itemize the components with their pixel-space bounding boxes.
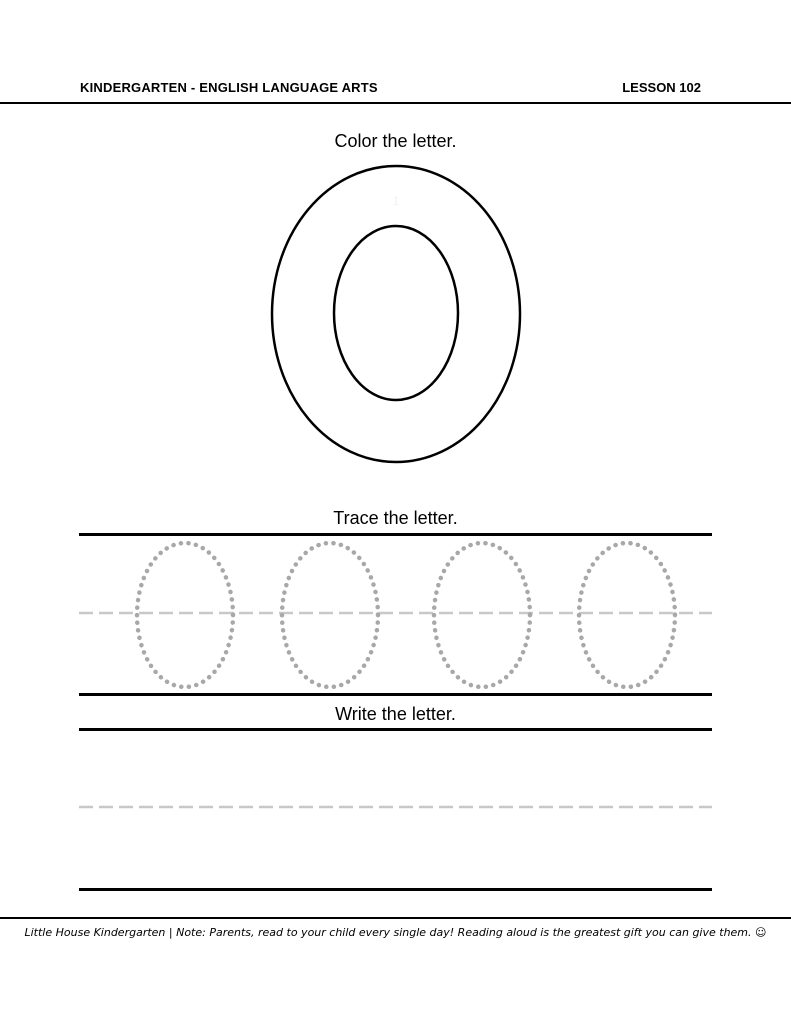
letter-outer-ring [272,166,520,462]
write-guide-lines [79,728,712,891]
trace-top-line [79,533,712,536]
trace-letter-3 [434,543,530,687]
trace-bottom-line [79,693,712,696]
trace-guide-lines [79,533,712,696]
parent-note: Little House Kindergarten | Note: Parents, read to your child every single day! Reading aloud is the greatest gift you can give them. ☺ [24,926,767,939]
stroke-number: 1 [392,194,400,208]
write-top-line [79,728,712,731]
trace-instruction: Trace the letter. [333,508,458,528]
color-letter-outline [272,166,520,462]
letter-inner-ring [334,226,458,400]
trace-letter-4 [579,543,675,687]
trace-letters [137,543,675,687]
worksheet-subject: KINDERGARTEN - ENGLISH LANGUAGE ARTS [80,80,378,95]
lesson-number: LESSON 102 [622,80,701,95]
footer-divider [0,917,791,919]
write-bottom-line [79,888,712,891]
write-instruction: Write the letter. [335,704,456,724]
trace-letter-2 [282,543,378,687]
trace-letter-1 [137,543,233,687]
color-instruction: Color the letter. [334,131,457,151]
